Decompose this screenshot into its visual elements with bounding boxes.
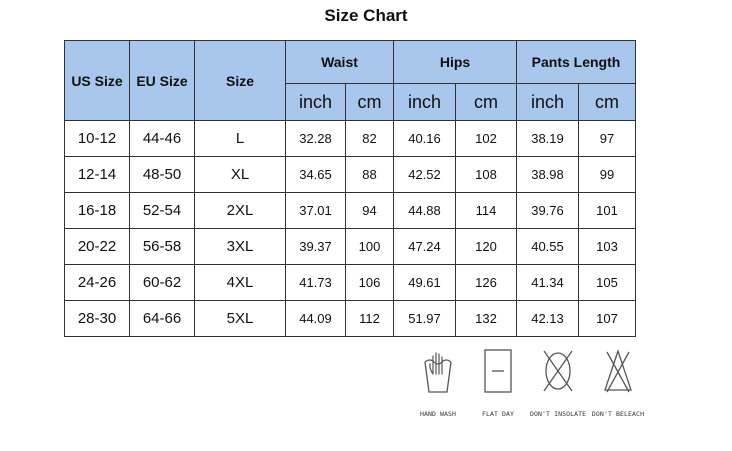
waist-cm-cell: 88 [346, 157, 394, 193]
flat-dry-icon [481, 346, 515, 396]
header-length-inch: inch [517, 84, 579, 121]
hips-inch-cell: 49.61 [394, 265, 456, 301]
hips-inch-cell: 40.16 [394, 121, 456, 157]
size-cell: 4XL [195, 265, 286, 301]
size-cell: L [195, 121, 286, 157]
size-cell: 5XL [195, 301, 286, 337]
header-length-cm: cm [579, 84, 636, 121]
waist-cm-cell: 100 [346, 229, 394, 265]
header-waist: Waist [286, 41, 394, 84]
waist-inch-cell: 37.01 [286, 193, 346, 229]
header-pants-length: Pants Length [517, 41, 636, 84]
us-size-cell: 20-22 [65, 229, 130, 265]
us-size-cell: 28-30 [65, 301, 130, 337]
header-waist-cm: cm [346, 84, 394, 121]
length-cm-cell: 97 [579, 121, 636, 157]
hips-inch-cell: 51.97 [394, 301, 456, 337]
table-row [65, 121, 636, 157]
length-cm-cell: 101 [579, 193, 636, 229]
eu-size-cell: 56-58 [130, 229, 195, 265]
table-row [65, 157, 636, 193]
waist-cm-cell: 94 [346, 193, 394, 229]
length-inch-cell: 41.34 [517, 265, 579, 301]
hips-cm-cell: 126 [456, 265, 517, 301]
us-size-cell: 12-14 [65, 157, 130, 193]
table-row [65, 229, 636, 265]
hips-inch-cell: 47.24 [394, 229, 456, 265]
table-row [65, 193, 636, 229]
length-cm-cell: 105 [579, 265, 636, 301]
waist-inch-cell: 32.28 [286, 121, 346, 157]
length-inch-cell: 38.98 [517, 157, 579, 193]
us-size-cell: 16-18 [65, 193, 130, 229]
header-hips-inch: inch [394, 84, 456, 121]
care-item-flat-dry [470, 346, 526, 418]
header-eu-size: EU Size [130, 41, 195, 121]
hips-inch-cell: 44.88 [394, 193, 456, 229]
header-size: Size [195, 41, 286, 121]
us-size-cell: 10-12 [65, 121, 130, 157]
length-inch-cell: 42.13 [517, 301, 579, 337]
eu-size-cell: 64-66 [130, 301, 195, 337]
dont-insolate-icon [541, 346, 575, 396]
care-label: DON'T BELEACH [591, 410, 645, 418]
waist-inch-cell: 34.65 [286, 157, 346, 193]
length-inch-cell: 39.76 [517, 193, 579, 229]
length-cm-cell: 103 [579, 229, 636, 265]
care-item-hand-wash [410, 346, 466, 418]
eu-size-cell: 44-46 [130, 121, 195, 157]
waist-cm-cell: 112 [346, 301, 394, 337]
size-chart-table [64, 40, 636, 337]
hips-inch-cell: 42.52 [394, 157, 456, 193]
table-row [65, 265, 636, 301]
length-inch-cell: 40.55 [517, 229, 579, 265]
us-size-cell: 24-26 [65, 265, 130, 301]
header-us-size: US Size [65, 41, 130, 121]
header-hips-cm: cm [456, 84, 517, 121]
waist-inch-cell: 44.09 [286, 301, 346, 337]
dont-bleach-icon [601, 346, 635, 396]
length-cm-cell: 99 [579, 157, 636, 193]
size-cell: XL [195, 157, 286, 193]
page-title: Size Chart [324, 6, 408, 25]
size-cell: 3XL [195, 229, 286, 265]
hand-wash-icon [421, 346, 455, 396]
hips-cm-cell: 114 [456, 193, 517, 229]
table-row [65, 301, 636, 337]
header-hips: Hips [394, 41, 517, 84]
care-label: HAND WASH [419, 410, 457, 418]
care-instructions [410, 346, 650, 426]
waist-inch-cell: 41.73 [286, 265, 346, 301]
waist-inch-cell: 39.37 [286, 229, 346, 265]
care-label: DON'T INSOLATE [530, 410, 587, 418]
care-label: FLAT DAY [481, 410, 515, 418]
eu-size-cell: 60-62 [130, 265, 195, 301]
header-waist-inch: inch [286, 84, 346, 121]
waist-cm-cell: 106 [346, 265, 394, 301]
care-item-dont-bleach [590, 346, 646, 418]
waist-cm-cell: 82 [346, 121, 394, 157]
hips-cm-cell: 102 [456, 121, 517, 157]
size-cell: 2XL [195, 193, 286, 229]
length-cm-cell: 107 [579, 301, 636, 337]
eu-size-cell: 52-54 [130, 193, 195, 229]
length-inch-cell: 38.19 [517, 121, 579, 157]
hips-cm-cell: 108 [456, 157, 517, 193]
hips-cm-cell: 120 [456, 229, 517, 265]
eu-size-cell: 48-50 [130, 157, 195, 193]
care-item-dont-insolate [530, 346, 586, 418]
hips-cm-cell: 132 [456, 301, 517, 337]
